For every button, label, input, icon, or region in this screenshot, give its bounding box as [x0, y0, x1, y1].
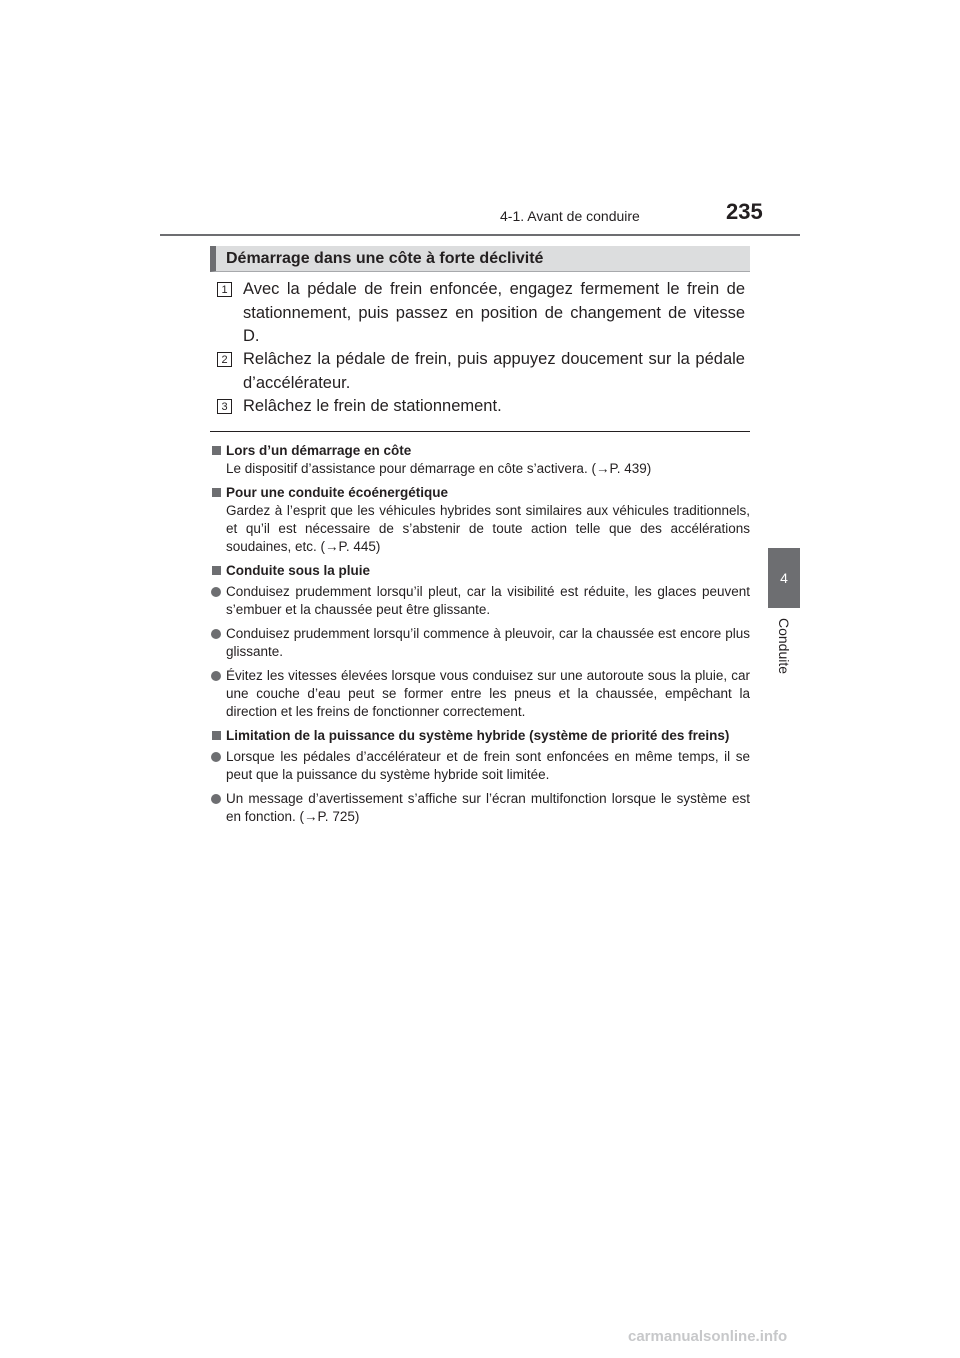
note-title: Lors d’un démarrage en côte: [210, 442, 750, 460]
bullet-dot-icon: [211, 629, 221, 639]
note-title: Limitation de la puissance du système hybride (système de priorité des freins): [210, 727, 750, 745]
square-bullet-icon: [212, 731, 221, 740]
step-number-1: 1: [217, 282, 232, 297]
section-heading-text: Démarrage dans une côte à forte déclivité: [226, 250, 544, 267]
bullet-dot-icon: [211, 671, 221, 681]
note-title: Conduite sous la pluie: [210, 562, 750, 580]
chapter-label: Conduite: [776, 618, 792, 675]
chapter-number: 4: [780, 570, 788, 586]
list-item: Évitez les vitesses élevées lorsque vous conduisez sur une autoroute sous la pluie, car une couche d’eau peut se former entre les pneus et la chaussée, empêchant la direction et les freins de fonctionner correctement.: [210, 667, 750, 721]
note-body: Le dispositif d’assistance pour démarrage en côte s’activera. (→P. 439): [226, 461, 652, 476]
bullet-dot-icon: [211, 794, 221, 804]
chapter-tab[interactable]: [768, 548, 800, 608]
note-hill-start: [210, 442, 750, 478]
list-item: Lorsque les pédales d’accélérateur et de frein sont enfoncées en même temps, il se peut que la puissance du système hybride soit limitée.: [210, 748, 750, 784]
square-bullet-icon: [212, 488, 221, 497]
page-number: 235: [726, 199, 763, 224]
step-number-3: 3: [217, 399, 232, 414]
header-divider: [160, 234, 800, 236]
bullet-dot-icon: [211, 752, 221, 762]
step-text-3: Relâchez le frein de stationnement.: [243, 397, 502, 415]
step-text-2: Relâchez la pédale de frein, puis appuyez doucement sur la pédale d’accélérateur.: [243, 350, 745, 392]
note-rain-driving: [210, 562, 750, 721]
notes-divider: [210, 431, 750, 432]
note-brake-override: [210, 727, 750, 826]
note-body: Gardez à l’esprit que les véhicules hybrides sont similaires aux véhicules traditionnels, et qu’il est nécessaire de s’abstenir de toute action telle que des accélérations soudaines, etc. (→P. 445): [226, 503, 750, 554]
square-bullet-icon: [212, 566, 221, 575]
watermark: carmanualsonline.info: [628, 1328, 788, 1345]
list-item: Un message d’avertissement s’affiche sur l’écran multifonction lorsque le système est en fonction. (→P. 725): [210, 790, 750, 826]
square-bullet-icon: [212, 446, 221, 455]
step-text-1: Avec la pédale de frein enfoncée, engagez fermement le frein de stationnement, puis passez en position de changement de vitesse D.: [243, 280, 745, 345]
section-heading: [210, 246, 750, 272]
step-number-2: 2: [217, 352, 232, 367]
bullet-dot-icon: [211, 587, 221, 597]
notes-section: [210, 442, 750, 832]
header-section-title: 4-1. Avant de conduire: [500, 208, 640, 224]
note-title: Pour une conduite écoénergétique: [210, 484, 750, 502]
note-eco-driving: [210, 484, 750, 556]
list-item: Conduisez prudemment lorsqu’il pleut, car la visibilité est réduite, les glaces peuvent s’embuer et la chaussée peut être glissante.: [210, 583, 750, 619]
list-item: Conduisez prudemment lorsqu’il commence à pleuvoir, car la chaussée est encore plus glissante.: [210, 625, 750, 661]
